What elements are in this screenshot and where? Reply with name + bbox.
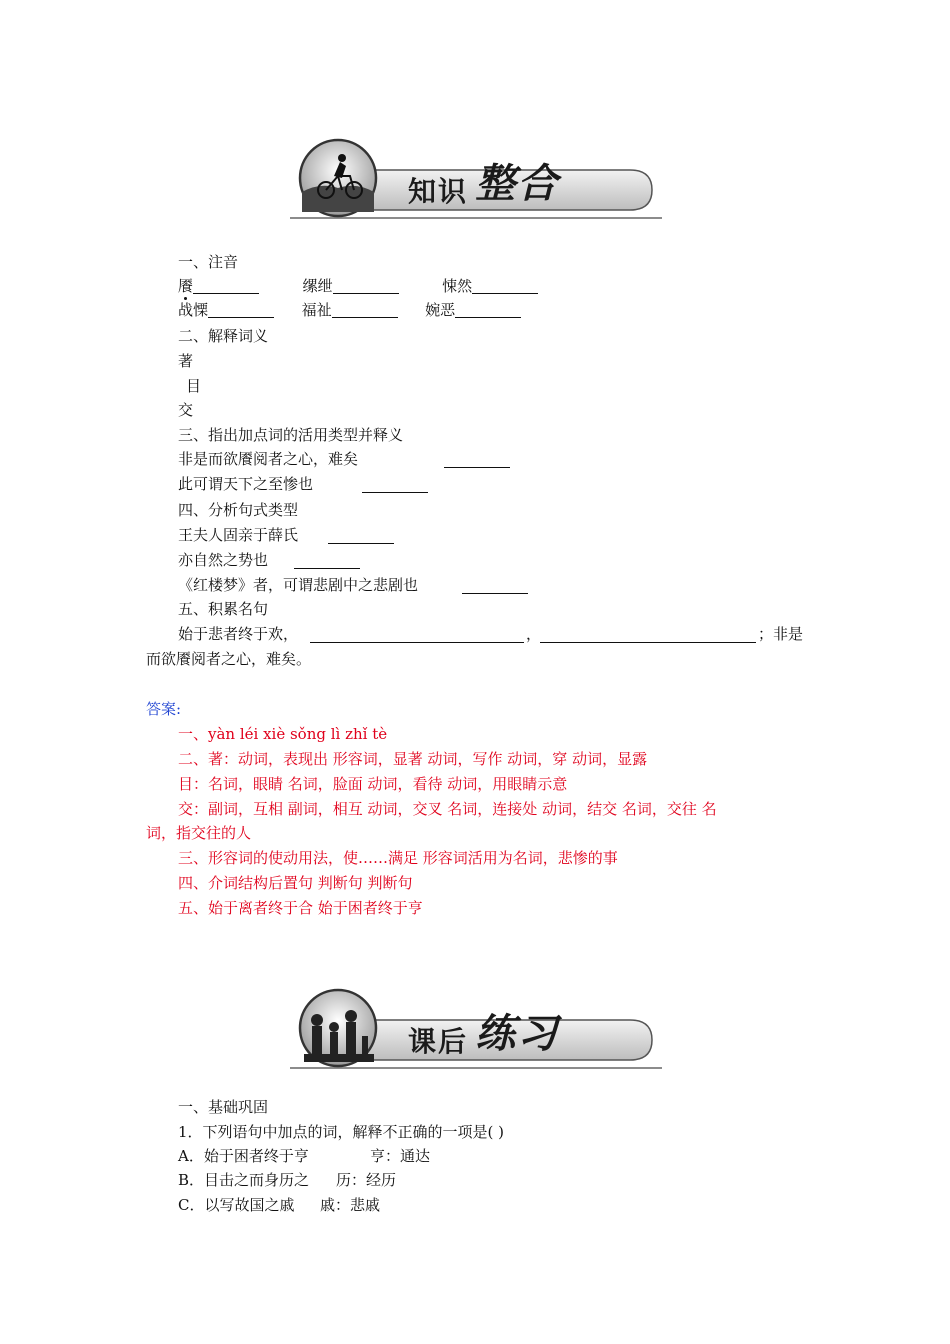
option-b-note: 历：经历 [336, 1171, 397, 1189]
answer-line: 目：名词，眼睛 名词，脸面 动词，看待 动词，用眼睛示意 [178, 775, 568, 793]
section5-heading: 五、积累名句 [178, 600, 269, 618]
answer-blank [193, 278, 259, 294]
pinyin-row-2 [178, 299, 521, 321]
answer-blank [455, 302, 521, 318]
banner-title-big: 练习 [475, 1010, 560, 1057]
answer-line: 三、形容词的使动用法，使……满足 形容词活用为名词，悲惨的事 [178, 849, 618, 867]
answer-line: 五、始于离者终于合 始于困者终于亨 [178, 899, 423, 917]
answer-line: 词，指交往的人 [146, 824, 252, 842]
option-c-note: 戚：悲戚 [320, 1196, 381, 1214]
answer-blank [472, 278, 538, 294]
quote-lead: 始于悲者终于欢， [178, 625, 299, 643]
section-banner-practice [290, 982, 662, 1072]
pinyin-word: 悚然 [442, 277, 473, 295]
banner-title-small: 知识 [408, 175, 469, 208]
quote-tail: ；非是 [758, 625, 804, 643]
word-item: 交 [178, 401, 194, 419]
section1-heading: 一、注音 [178, 253, 239, 271]
quote-comma: ， [526, 625, 542, 643]
section-banner-knowledge [290, 132, 662, 222]
pinyin-word: 战慄 [178, 301, 209, 319]
answer-blank [462, 578, 528, 594]
option-a-note: 亨：通达 [370, 1147, 431, 1165]
word-item: 目 [186, 377, 202, 395]
answer-line: 二、著：动词，表现出 形容词，显著 动词，写作 动词，穿 动词，显露 [178, 750, 648, 768]
section4-heading: 四、分析句式类型 [178, 501, 299, 519]
answer-line: 一、yàn léi xiè sǒng lì zhǐ tè [178, 725, 388, 743]
option-c-text: C．以写故国之戚 [178, 1196, 295, 1214]
pinyin-word: 缧绁 [302, 277, 333, 295]
answer-blank [444, 452, 510, 468]
sentence-item: 《红楼梦》者，可谓悲剧中之悲剧也 [178, 576, 419, 594]
quote-line-1 [178, 623, 298, 645]
quote-line-2: 而欲餍阅者之心，难矣。 [146, 650, 312, 668]
usage-sentence: 此可谓天下之至惨也 [178, 475, 314, 493]
answer-blank [332, 302, 398, 318]
banner-title-big: 整合 [475, 160, 560, 207]
answer-blank [333, 278, 399, 294]
option-b-text: B．目击之而身历之 [178, 1171, 310, 1189]
question-1: 1．下列语句中加点的词，解释不正确的一项是( ) [178, 1123, 505, 1141]
answer-line: 四、介词结构后置句 判断句 判断句 [178, 874, 413, 892]
sentence-item: 亦自然之势也 [178, 551, 269, 569]
section2-heading: 二、解释词义 [178, 327, 269, 345]
usage-item [178, 448, 358, 470]
answer-blank [540, 627, 756, 643]
answer-blank [294, 553, 360, 569]
section3-heading: 三、指出加点词的活用类型并释义 [178, 426, 404, 444]
usage-item [178, 473, 313, 495]
practice-heading: 一、基础巩固 [178, 1098, 269, 1116]
answer-blank [362, 477, 428, 493]
word-item: 著 [178, 352, 194, 370]
answer-blank [328, 528, 394, 544]
answer-label: 答案: [146, 700, 182, 718]
pinyin-row-1 [178, 275, 538, 297]
option-a-text: A．始于困者终于亨 [178, 1147, 309, 1165]
banner-title-small: 课后 [408, 1025, 469, 1058]
sentence-item: 王夫人固亲于薛氏 [178, 526, 299, 544]
banner-title [408, 1006, 559, 1063]
usage-sentence: 非是而欲餍阅者之心，难矣 [178, 450, 359, 468]
pinyin-word: 婉恶 [425, 301, 456, 319]
answer-line: 交：副词，互相 副词，相互 动词，交叉 名词，连接处 动词，结交 名词，交往 名 [178, 800, 717, 818]
answer-blank [208, 302, 274, 318]
banner-title [408, 156, 559, 213]
pinyin-word: 福祉 [301, 301, 332, 319]
answer-blank [310, 627, 524, 643]
pinyin-word: 餍 [178, 277, 194, 295]
